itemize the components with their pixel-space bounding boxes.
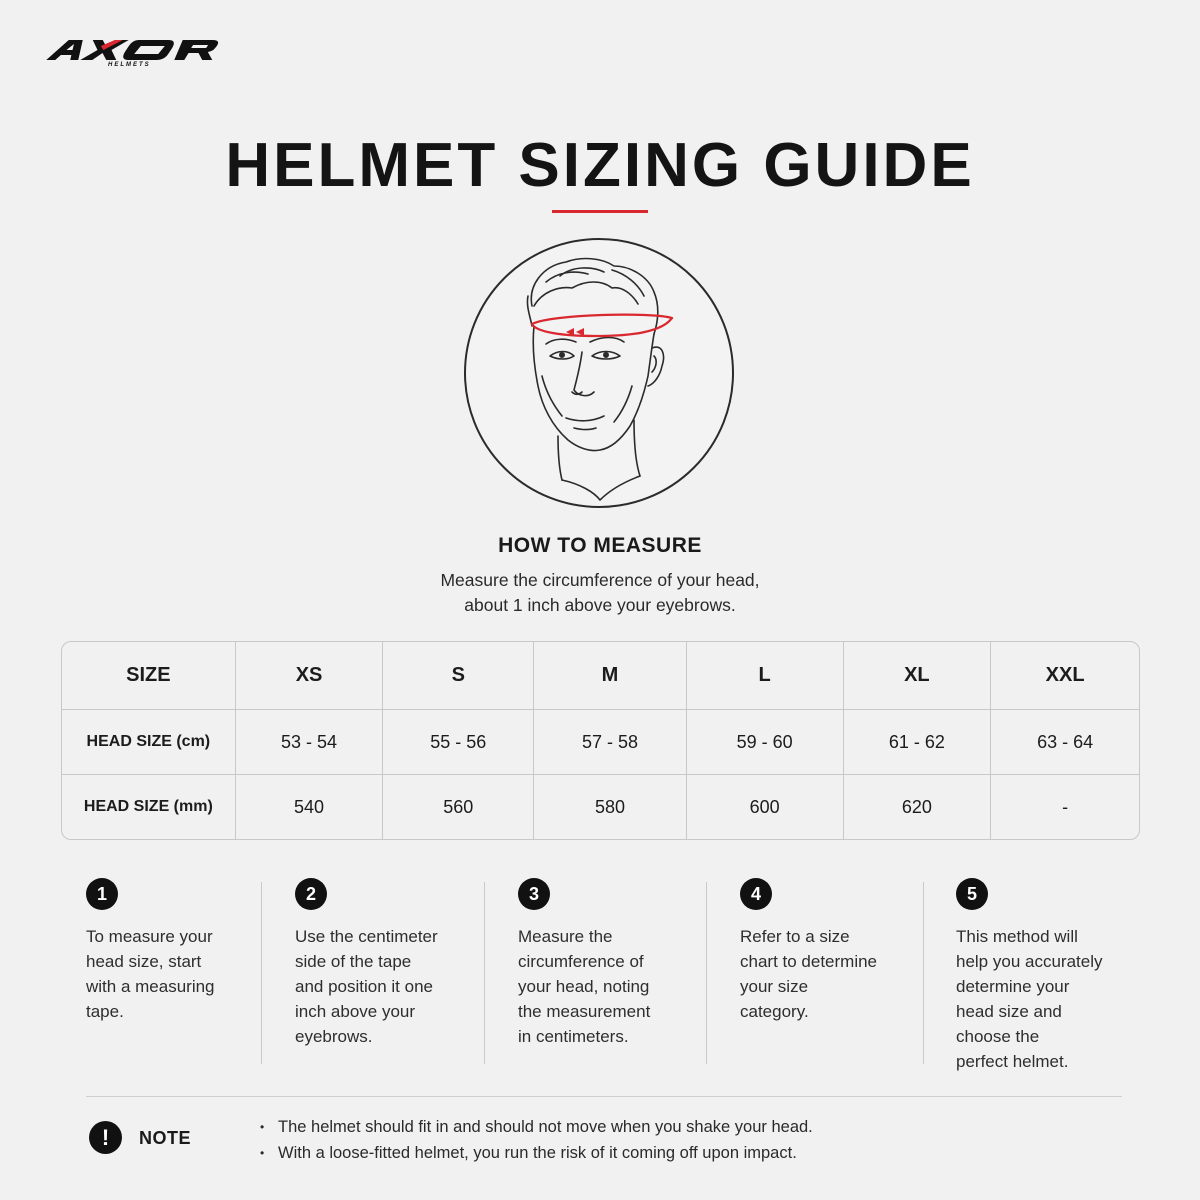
step-1 [86, 878, 256, 1024]
step-number-badge: 3 [518, 878, 550, 910]
step-divider [923, 882, 924, 1064]
how-to-measure-line: about 1 inch above your eyebrows. [464, 595, 736, 615]
steps-section [86, 878, 1126, 1071]
table-cell: 580 [534, 775, 687, 839]
table-cell: 53 - 54 [236, 710, 384, 775]
table-cell: 61 - 62 [844, 710, 992, 775]
title-accent-rule [552, 210, 648, 213]
note-label: NOTE [139, 1128, 192, 1148]
step-line: Use the centimeter [295, 927, 438, 946]
page-title: HELMET SIZING GUIDE [225, 131, 975, 200]
size-column-header: S [383, 642, 534, 710]
step-line: Measure the [518, 927, 613, 946]
step-line: Refer to a size [740, 927, 850, 946]
table-cell: 600 [687, 775, 844, 839]
step-line: determine your [956, 977, 1070, 996]
step-line: your size [740, 977, 809, 996]
step-line: head size and [956, 1002, 1062, 1021]
step-text [295, 924, 465, 1049]
step-5 [956, 878, 1126, 1074]
step-divider [706, 882, 707, 1064]
step-number-badge: 5 [956, 878, 988, 910]
step-text [740, 924, 910, 1024]
table-cell: 540 [236, 775, 384, 839]
step-line: side of the tape [295, 952, 412, 971]
step-line: head size, start [86, 952, 202, 971]
head-measurement-illustration [462, 236, 736, 510]
table-cell: 620 [844, 775, 992, 839]
step-line: inch above your [295, 1002, 416, 1021]
table-cell: 63 - 64 [991, 710, 1139, 775]
step-number-badge: 2 [295, 878, 327, 910]
step-line: To measure your [86, 927, 213, 946]
step-4 [740, 878, 910, 1024]
size-column-header: L [687, 642, 844, 710]
note-divider [86, 1096, 1122, 1097]
step-2 [295, 878, 465, 1049]
how-to-measure-heading: HOW TO MEASURE [498, 534, 702, 557]
logo-subtext: HELMETS [108, 62, 151, 68]
step-line: perfect helmet. [956, 1052, 1069, 1071]
how-to-measure-line: Measure the circumference of your head, [440, 570, 760, 590]
step-line: with a measuring [86, 977, 215, 996]
step-line: your head, noting [518, 977, 650, 996]
step-line: This method will [956, 927, 1078, 946]
step-number-badge: 4 [740, 878, 772, 910]
row-label: HEAD SIZE (cm) [62, 710, 236, 775]
note-list [260, 1114, 813, 1166]
step-line: in centimeters. [518, 1027, 629, 1046]
step-number-badge: 1 [86, 878, 118, 910]
size-chart-table [61, 641, 1140, 840]
note-item: • With a loose-fitted helmet, you run the risk of it coming off upon impact. [260, 1140, 813, 1166]
step-line: chart to determine [740, 952, 878, 971]
step-line: tape. [86, 1002, 124, 1021]
exclamation-icon: ! [89, 1121, 122, 1154]
table-cell: - [1062, 796, 1069, 817]
size-column-header: XS [236, 642, 384, 710]
table-cell: 560 [383, 775, 534, 839]
size-column-header: M [534, 642, 687, 710]
how-to-measure-description [0, 568, 1200, 618]
step-line: category. [740, 1002, 809, 1021]
step-divider [484, 882, 485, 1064]
table-cell: 55 - 56 [383, 710, 534, 775]
step-text [518, 924, 688, 1049]
step-line: eyebrows. [295, 1027, 373, 1046]
size-column-header: XXL [991, 642, 1139, 710]
table-row [62, 710, 1139, 775]
row-label: HEAD SIZE (mm) [62, 775, 236, 839]
step-line: circumference of [518, 952, 644, 971]
table-row [62, 775, 1139, 839]
size-column-header: XL [844, 642, 992, 710]
note-item: • The helmet should fit in and should not move when you shake your head. [260, 1114, 813, 1140]
step-text [956, 924, 1126, 1074]
table-cell: 57 - 58 [534, 710, 687, 775]
step-3 [518, 878, 688, 1049]
step-text [86, 924, 256, 1024]
step-line: help you accurately [956, 952, 1103, 971]
step-line: and position it one [295, 977, 433, 996]
step-line: choose the [956, 1027, 1040, 1046]
step-divider [261, 882, 262, 1064]
size-header-row [62, 642, 1139, 710]
table-cell: 59 - 60 [687, 710, 844, 775]
size-header-label: SIZE [62, 642, 236, 710]
step-line: the measurement [518, 1002, 651, 1021]
